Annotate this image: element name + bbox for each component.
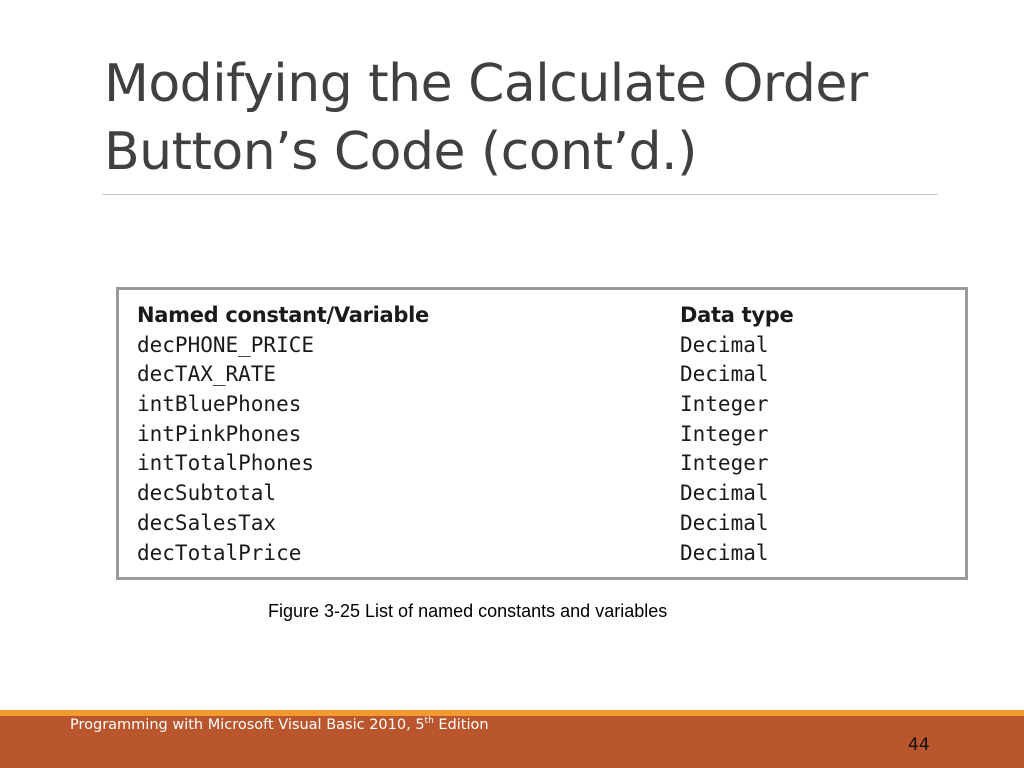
footer-superscript: th <box>424 716 434 726</box>
table-row <box>137 392 957 422</box>
variable-name: intPinkPhones <box>137 421 302 446</box>
variable-name: decPHONE_PRICE <box>137 332 315 357</box>
column-header-name: Named constant/Variable <box>137 303 429 327</box>
footer-course-title <box>70 716 489 733</box>
title-divider <box>102 194 938 195</box>
variable-type: Decimal <box>680 510 769 535</box>
variable-type: Decimal <box>680 332 769 357</box>
footer-text-main: Programming with Microsoft Visual Basic 2010, 5 <box>70 716 425 733</box>
variable-type: Integer <box>680 451 769 476</box>
variable-type: Decimal <box>680 362 769 387</box>
figure-caption: Figure 3-25 List of named constants and variables <box>268 601 668 621</box>
table-row <box>137 541 957 571</box>
variable-name: intTotalPhones <box>137 451 315 476</box>
figure-table <box>116 287 968 580</box>
variable-type: Decimal <box>680 481 769 506</box>
table-row <box>137 481 957 511</box>
variable-type: Decimal <box>680 540 769 565</box>
variable-type: Integer <box>680 392 769 417</box>
variable-type: Integer <box>680 421 769 446</box>
table-row <box>137 511 957 541</box>
table-header-row <box>137 303 957 333</box>
footer-text-edition: Edition <box>433 716 489 733</box>
slide-title-line-2: Button’s Code (cont’d.) <box>104 122 697 182</box>
variable-name: decSubtotal <box>137 481 277 506</box>
slide-title <box>104 50 944 186</box>
table-row <box>137 362 957 392</box>
variable-name: decTotalPrice <box>137 540 302 565</box>
column-header-type: Data type <box>680 303 794 327</box>
table-row <box>137 422 957 452</box>
slide-title-line-1: Modifying the Calculate Order <box>104 54 868 114</box>
table-row <box>137 333 957 363</box>
variable-name: decTAX_RATE <box>137 362 277 387</box>
page-number: 44 <box>908 735 930 755</box>
variable-name: decSalesTax <box>137 510 277 535</box>
table-row <box>137 451 957 481</box>
variable-name: intBluePhones <box>137 392 302 417</box>
variables-table <box>137 303 957 570</box>
